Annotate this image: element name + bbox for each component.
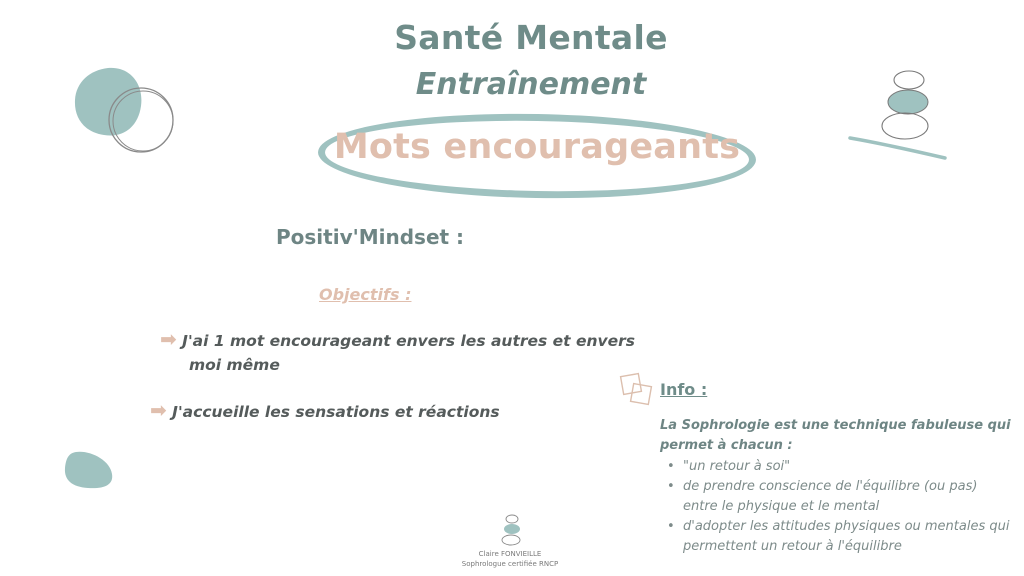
section-heading: Positiv'Mindset : [276, 225, 465, 249]
info-intro: La Sophrologie est une technique fabuleuse qui permet à chacun : [660, 418, 1011, 453]
objectives-label: Objectifs : [319, 285, 412, 304]
info-bullet: • "un retour à soi" [664, 457, 1024, 477]
info-bullet-list [664, 457, 1024, 557]
signature-name: Claire FONVIEILLE [478, 550, 542, 558]
arrow-right-icon: ➡ [160, 327, 177, 351]
info-bullet: • d'adopter les attitudes physiques ou mentales qui permettent un retour à l'équilibre [664, 517, 1024, 557]
objective-item: ➡ J'accueille les sensations et réactions [150, 398, 500, 422]
overlapping-squares-icon [618, 371, 658, 411]
page-subtitle: Entraînement [415, 67, 647, 102]
signature-stones-logo-icon [498, 512, 526, 548]
info-bullet: • de prendre conscience de l'équilibre (ou pas) entre le physique et le mental [664, 477, 1024, 517]
topic-title: Mots encourageants [333, 127, 741, 167]
decor-pebble-icon [60, 448, 120, 493]
signature-role: Sophrologue certifiée RNCP [461, 560, 559, 568]
objective-item: ➡ J'ai 1 mot encourageant envers les autres et envers moi même [160, 327, 635, 374]
info-title: Info : [660, 380, 708, 399]
arrow-right-icon: ➡ [150, 398, 167, 422]
page-title: Santé Mentale [394, 18, 668, 57]
